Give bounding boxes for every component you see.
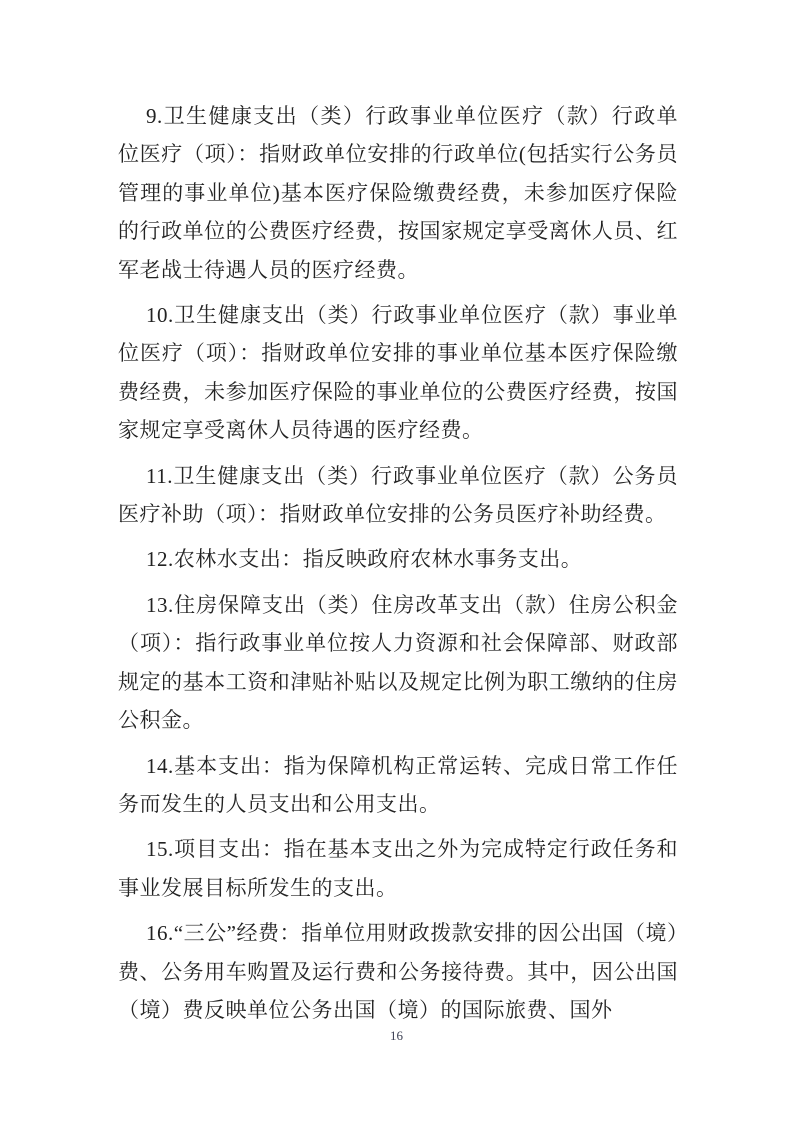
- document-body: [118, 97, 678, 1036]
- paragraph-12: 12.农林水支出：指反映政府农林水事务支出。: [146, 547, 583, 572]
- paragraph-9: 9.卫生健康支出（类）行政事业单位医疗（款）行政单位医疗（项）：指财政单位安排的行政单位(包括实行公务员管理的事业单位)基本医疗保险缴费经费，未参加医疗保险的行政单位的公费医疗经费，按国家规定享受离休人员、红军老战士待遇人员的医疗经费。: [118, 104, 678, 282]
- page-footer: [0, 1027, 793, 1045]
- paragraph-10: 10.卫生健康支出（类）行政事业单位医疗（款）事业单位医疗（项）：指财政单位安排的事业单位基本医疗保险缴费经费，未参加医疗保险的事业单位的公费医疗经费，按国家规定享受离休人员待遇的医疗经费。: [118, 303, 678, 443]
- paragraph-11: 11.卫生健康支出（类）行政事业单位医疗（款）公务员医疗补助（项）：指财政单位安排的公务员医疗补助经费。: [118, 463, 678, 527]
- page-number: 16: [390, 1028, 403, 1043]
- paragraph-16: 16.“三公”经费：指单位用财政拨款安排的因公出国（境）费、公务用车购置及运行费和公务接待费。其中，因公出国（境）费反映单位公务出国（境）的国际旅费、国外: [118, 921, 678, 1022]
- paragraph-13: 13.住房保障支出（类）住房改革支出（款）住房公积金（项）：指行政事业单位按人力资源和社会保障部、财政部规定的基本工资和津贴补贴以及规定比例为职工缴纳的住房公积金。: [118, 592, 678, 733]
- paragraph-15: 15.项目支出：指在基本支出之外为完成特定行政任务和事业发展目标所发生的支出。: [118, 837, 678, 900]
- paragraph-14: 14.基本支出：指为保障机构正常运转、完成日常工作任务而发生的人员支出和公用支出。: [118, 753, 678, 816]
